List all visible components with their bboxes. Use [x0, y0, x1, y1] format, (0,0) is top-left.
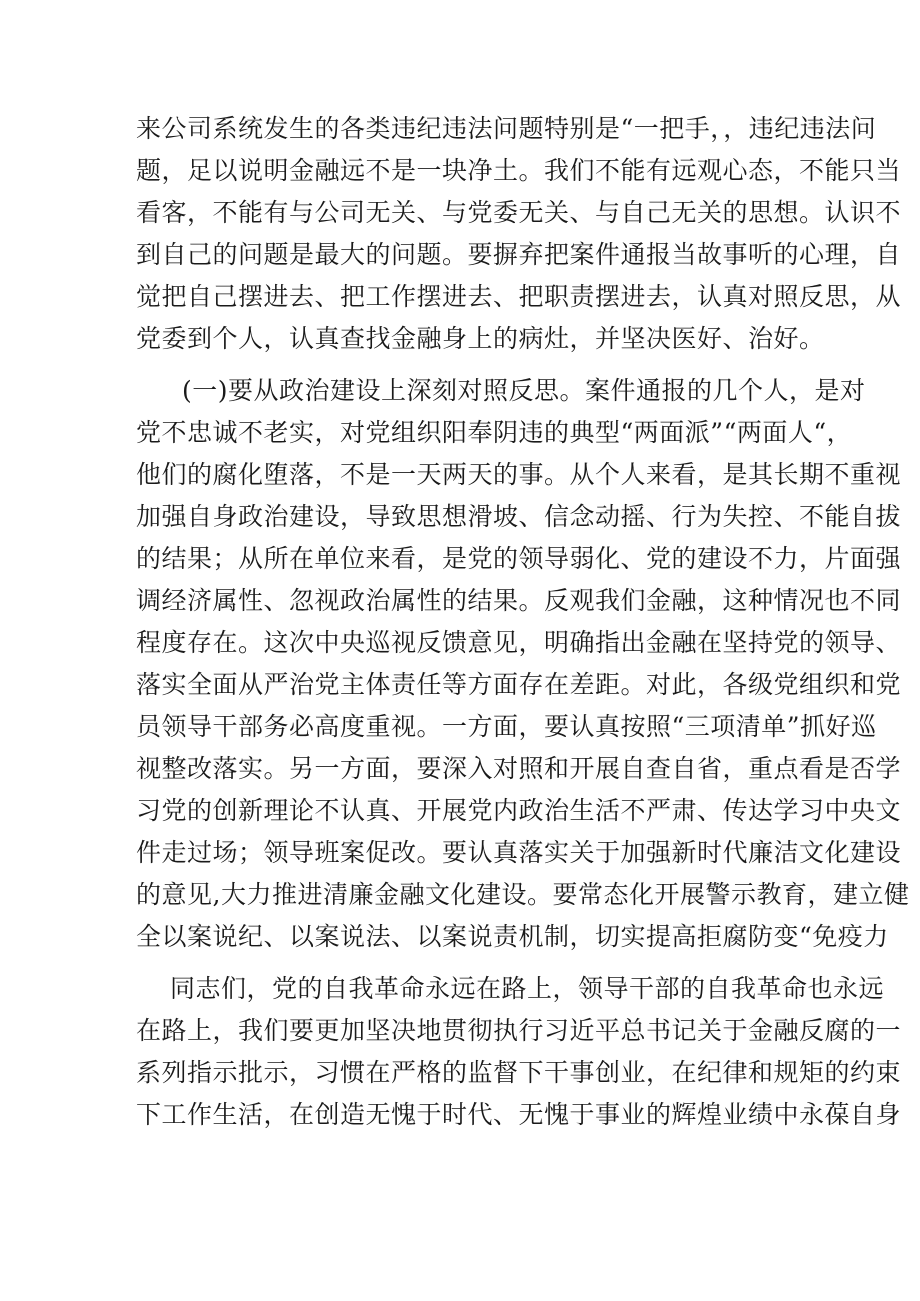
- text-line: 习党的创新理论不认真、开展党内政治生活不严肃、传达学习中央文: [136, 796, 902, 825]
- paragraph: [136, 968, 902, 1136]
- text-line: 看客，不能有与公司无关、与党委无关、与自己无关的思想。认识不: [136, 198, 902, 227]
- text-line: 下工作生活，在创造无愧于时代、无愧于事业的辉煌业绩中永葆自身: [136, 1100, 902, 1129]
- text-line: 党不忠诚不老实，对党组织阳奉阴违的典型“两面派”“两面人“，: [136, 418, 853, 447]
- text-line: 加强自身政治建设，导致思想滑坡、信念动摇、行为失控、不能自拔: [136, 502, 902, 531]
- text-line: 党委到个人，认真查找金融身上的病灶，并坚决医好、治好。: [136, 324, 825, 353]
- text-line: 同志们，党的自我革命永远在路上，领导干部的自我革命也永远: [170, 974, 885, 1003]
- document-body: [136, 108, 910, 1136]
- text-line: 来公司系统发生的各类违纪违法问题特别是“一把手，，违纪违法问: [136, 114, 877, 143]
- text-line: 员领导干部务必高度重视。一方面，要认真按照“三项清单”抓好巡: [136, 712, 877, 741]
- text-line: 落实全面从严治党主体责任等方面存在差距。对此，各级党组织和党: [136, 670, 902, 699]
- text-line: 件走过场；领导班案促改。要认真落实关于加强新时代廉洁文化建设: [136, 838, 902, 867]
- text-line: (一)要从政治建设上深刻对照反思。案件通报的几个人，是对: [182, 376, 866, 405]
- text-line: 视整改落实。另一方面，要深入对照和开展自查自省，重点看是否学: [136, 754, 902, 783]
- paragraph: [136, 370, 910, 958]
- paragraph-gap: [136, 360, 796, 370]
- text-line: 的结果；从所在单位来看，是党的领导弱化、党的建设不力，片面强: [136, 544, 902, 573]
- text-line: 在路上，我们要更加坚决地贯彻执行习近平总书记关于金融反腐的一: [136, 1016, 902, 1045]
- text-line: 调经济属性、忽视政治属性的结果。反观我们金融，这种情况也不同: [136, 586, 902, 615]
- text-line: 程度存在。这次中央巡视反馈意见，明确指出金融在坚持党的领导、: [136, 628, 902, 657]
- text-line: 题，足以说明金融远不是一块净土。我们不能有远观心态，不能只当: [136, 156, 902, 185]
- text-line: 全以案说纪、以案说法、以案说责机制，切实提高拒腐防变“免疫力: [136, 922, 889, 951]
- text-line: 系列指示批示，习惯在严格的监督下干事创业，在纪律和规矩的约束: [136, 1058, 902, 1087]
- text-line: 的意见,大力推进清廉金融文化建设。要常态化开展警示教育，建立健: [136, 880, 910, 909]
- text-line: 他们的腐化堕落，不是一天两天的事。从个人来看，是其长期不重视: [136, 460, 902, 489]
- text-line: 到自己的问题是最大的问题。要摒弃把案件通报当故事听的心理，自: [136, 240, 902, 269]
- paragraph-gap: [136, 958, 796, 968]
- text-line: 觉把自己摆进去、把工作摆进去、把职责摆进去，认真对照反思，从: [136, 282, 902, 311]
- paragraph: [136, 108, 902, 360]
